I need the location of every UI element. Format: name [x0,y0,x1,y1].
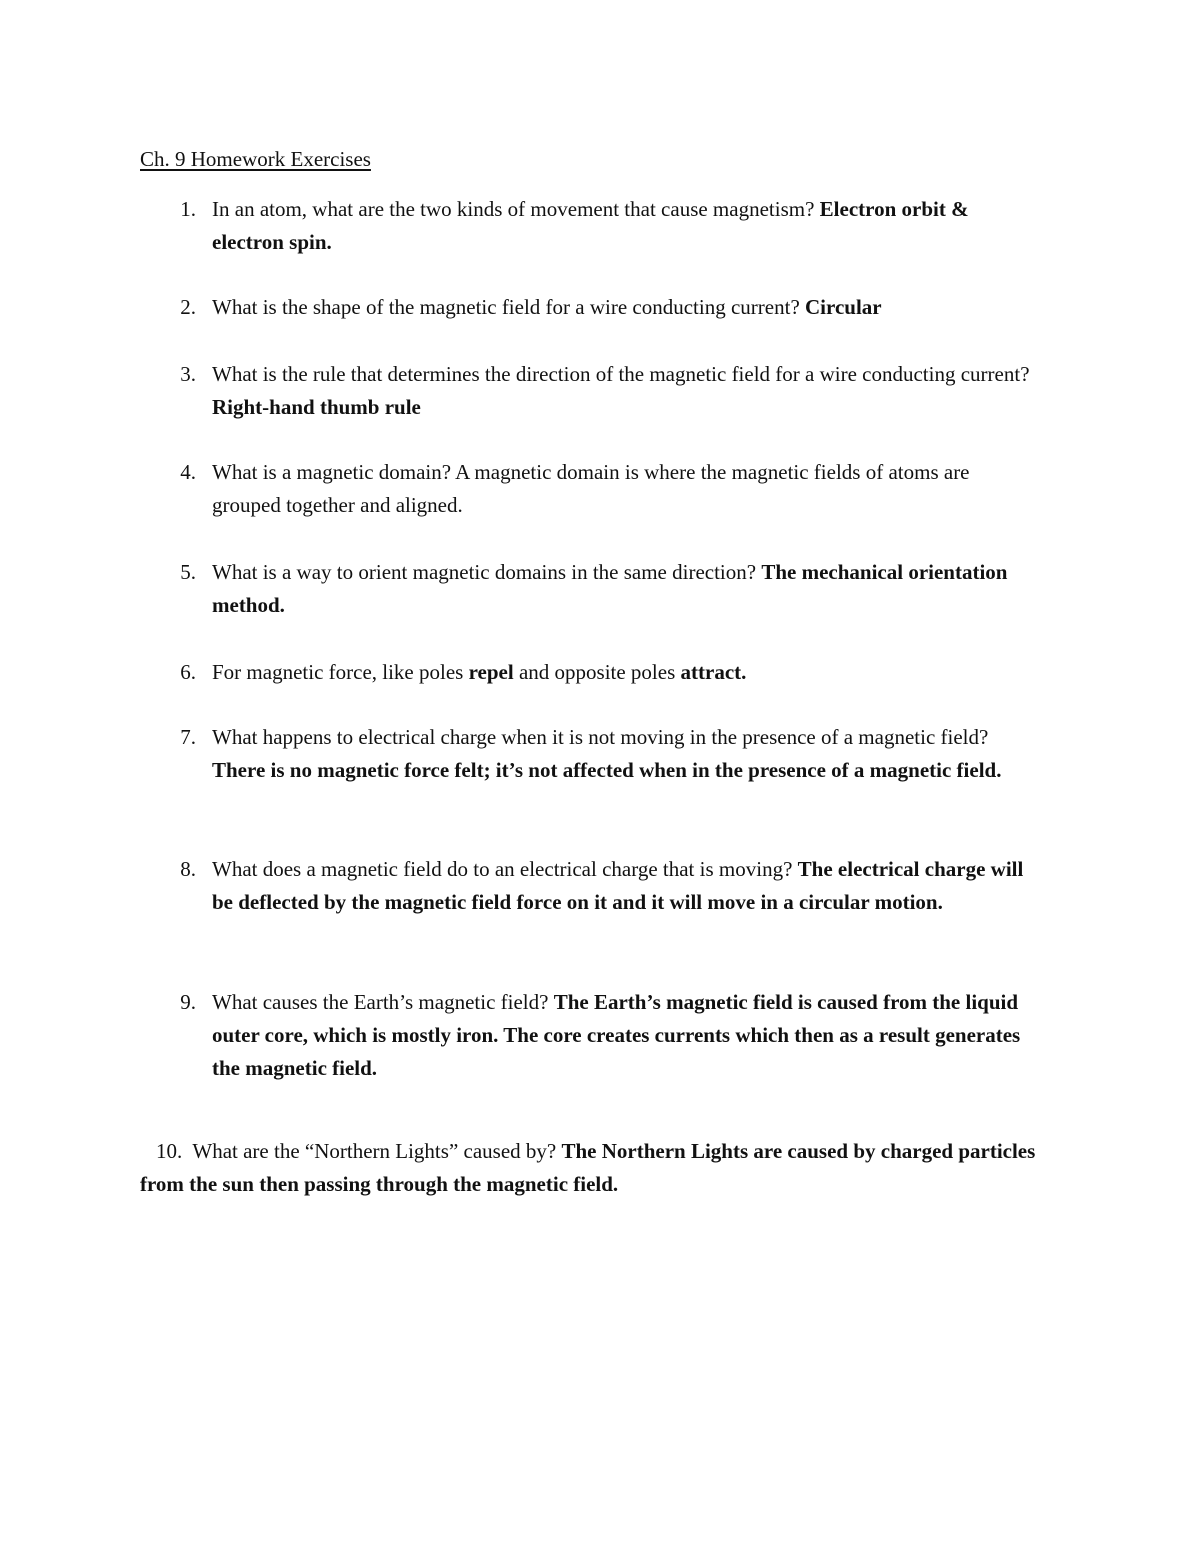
question-number: 10. [156,1139,183,1163]
answer-text: The Northern Lights are caused by charged particles from the sun then passing through the magnetic field. [140,1139,1036,1196]
statement-text: and opposite poles [513,660,681,684]
question-text: What happens to electrical charge when it is not moving in the presence of a magnetic field? [212,725,989,749]
question-text: What causes the Earth’s magnetic field? [212,990,549,1014]
answer-repel: repel [468,660,514,684]
question-number: 3. [180,362,196,386]
answer-attract: attract. [680,660,747,684]
statement-text: For magnetic force, like poles [212,660,469,684]
answer-text: The Earth’s magnetic field is caused from the liquid outer core, which is mostly iron. The core creates currents which then as a result generates the magnetic field. [212,990,1021,1080]
question-10 [140,1135,1040,1201]
question-text: What is the shape of the magnetic field for a wire conducting current? [212,295,800,319]
question-text: What are the “Northern Lights” caused by? [192,1139,557,1163]
question-number: 4. [180,460,196,484]
question-text: What does a magnetic field do to an electrical charge that is moving? [212,857,793,881]
question-number: 1. [180,197,196,221]
question-number: 2. [180,295,196,319]
question-number: 6. [180,660,196,684]
question-text: What is the rule that determines the direction of the magnetic field for a wire conducting current? [212,362,1030,386]
answer-text: Right-hand thumb rule [212,395,421,419]
question-text: What is a way to orient magnetic domains in the same direction? [212,560,757,584]
question-number: 5. [180,560,196,584]
question-number: 8. [180,857,196,881]
answer-text: Circular [805,295,882,319]
document-title: Ch. 9 Homework Exercises [140,147,371,171]
question-text: In an atom, what are the two kinds of movement that cause magnetism? [212,197,815,221]
answer-text: The mechanical orientation method. [212,560,1008,617]
question-text: What is a magnetic domain? A magnetic domain is where the magnetic fields of atoms are grouped together and aligned. [212,460,970,517]
answer-text: Electron orbit & electron spin. [212,197,969,254]
question-number: 7. [180,725,196,749]
question-number: 9. [180,990,196,1014]
answer-text: There is no magnetic force felt; it’s not affected when in the presence of a magnetic field. [212,758,1002,782]
answer-text: The electrical charge will be deflected by the magnetic field force on it and it will move in a circular motion. [212,857,1024,914]
